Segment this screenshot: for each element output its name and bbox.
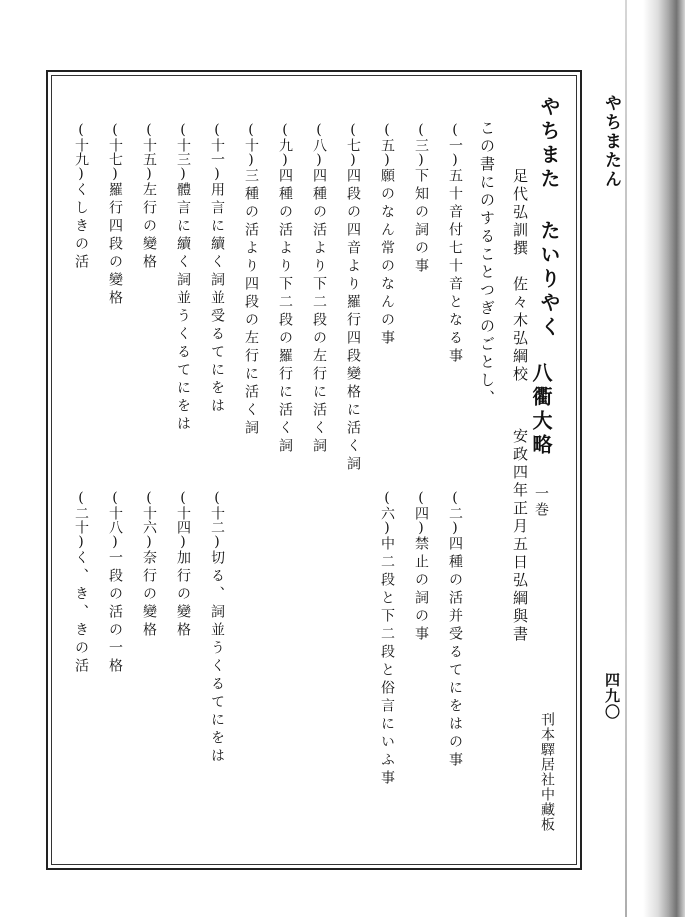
item-text: く、き、きの活 — [73, 550, 89, 676]
item-text: 奈行の變格 — [141, 550, 157, 640]
item-text: 左行の變格 — [141, 182, 157, 272]
contents-item — [176, 490, 190, 640]
contents-item — [74, 490, 88, 676]
item-number: (二) — [447, 490, 463, 536]
running-header: やちまたん — [601, 94, 621, 189]
item-number: (十七) — [107, 122, 123, 182]
page-title: やちまた たいりやく — [537, 96, 561, 340]
item-number: (五) — [379, 122, 395, 168]
item-number: (三) — [413, 122, 429, 168]
page-edge-shadow — [643, 0, 685, 917]
item-number: (六) — [379, 490, 395, 536]
contents-item — [414, 122, 428, 276]
byline-authors: 足代弘訓撰 佐々木弘綱校 — [511, 168, 529, 384]
item-text: 四種の活并受るてにをはの事 — [447, 536, 463, 770]
subtitle-text: 八衢大略 — [529, 362, 553, 458]
contents-item — [108, 122, 122, 308]
item-number: (七) — [345, 122, 361, 168]
item-text: 加行の變格 — [175, 550, 191, 640]
contents-item — [74, 122, 88, 272]
item-text: 下知の詞の事 — [413, 168, 429, 276]
item-text: 體言に續く詞並うくるてにをは — [175, 182, 191, 434]
contents-item — [244, 122, 258, 438]
contents-item — [448, 122, 462, 366]
item-number: (一) — [447, 122, 463, 168]
contents-item — [414, 490, 428, 644]
item-text: 一段の活の一格 — [107, 550, 123, 676]
item-number: (十四) — [175, 490, 191, 550]
item-number: (十二) — [209, 490, 225, 550]
item-number: (二十) — [73, 490, 89, 550]
item-text: 三種の活より四段の左行に活く詞 — [243, 168, 259, 438]
item-text: 願のなん常のなんの事 — [379, 168, 395, 348]
item-number: (十六) — [141, 490, 157, 550]
item-text: 四種の活より下二段の左行に活く詞 — [311, 168, 327, 456]
item-text: 禁止の詞の事 — [413, 536, 429, 644]
contents-item — [380, 490, 394, 788]
contents-item — [142, 490, 156, 640]
item-text: 切る、詞並うくるてにをは — [209, 550, 225, 766]
item-number: (十三) — [175, 122, 191, 182]
contents-item — [210, 490, 224, 766]
page-fold-line — [625, 0, 627, 917]
contents-item — [210, 122, 224, 416]
volume-label: 一巻 — [533, 486, 549, 518]
item-number: (十九) — [73, 122, 89, 182]
contents-item — [312, 122, 326, 456]
item-text: 四段の四音より羅行四段變格に活く詞 — [345, 168, 361, 474]
item-number: (八) — [311, 122, 327, 168]
item-text: くしきの活 — [73, 182, 89, 272]
contents-item — [278, 122, 292, 456]
contents-item — [142, 122, 156, 272]
item-number: (四) — [413, 490, 429, 536]
item-text: 四種の活より下二段の羅行に活く詞 — [277, 168, 293, 456]
item-number: (十一) — [209, 122, 225, 182]
page-number: 四九〇 — [603, 672, 621, 720]
contents-item — [108, 490, 122, 676]
item-number: (十八) — [107, 490, 123, 550]
item-text: 五十音付七十音となる事 — [447, 168, 463, 366]
contents-item — [448, 490, 462, 770]
item-text: 中二段と下二段と俗言にいふ事 — [379, 536, 395, 788]
item-text: 用言に續く詞並受るてにをは — [209, 182, 225, 416]
item-number: (十) — [243, 122, 259, 168]
item-number: (十五) — [141, 122, 157, 182]
imprint-note: 刊本驛居社中藏板 — [539, 712, 555, 832]
contents-item — [346, 122, 360, 474]
byline-date: 安政四年正月五日弘綱與書 — [511, 428, 529, 644]
contents-item — [380, 122, 394, 348]
item-number: (九) — [277, 122, 293, 168]
intro-text: この書にのすることつぎのごとし、 — [478, 120, 496, 408]
book-subtitle — [531, 362, 551, 518]
contents-item — [176, 122, 190, 434]
item-text: 羅行四段の變格 — [107, 182, 123, 308]
